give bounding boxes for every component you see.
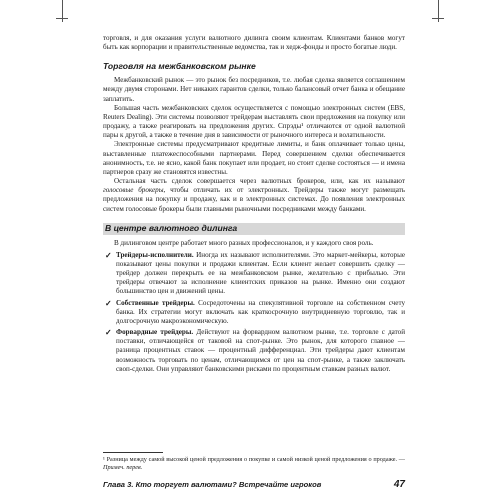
role-list [103, 251, 405, 374]
paragraph: Большая часть межбанковских сделок осуществляется с помощью электронных систем (EBS, Reuters Dealing). Эти системы позволяют трейдерам выставлять свои предложения на покупку или продажу, а также реагировать на предложения других. Спрэды¹ отличаются от одной валютной пары к другой, а также в течение дня в зависимости от рыночного интереса и волатильности. [103, 103, 405, 140]
section-heading-bar [103, 223, 405, 235]
paragraph [103, 177, 405, 214]
checkmark-icon: ✓ [105, 328, 112, 338]
page-body [103, 34, 405, 376]
crop-mark [56, 18, 68, 19]
role-description: Действуют на форвардном валютном рынке, т.е. торговле с датой поставки, отличающейся от таковой на спот-рынке. Это рынок, для которого главное — разница процентных ставок — процентный дифференциал. Эти трейдеры дают клиентам возможность торговать по ценам, отличающимся от цен на спот-рынке, а также заключать своп-сделки. Они управляют банковскими рисками по процентным ставкам разных валют. [116, 328, 405, 373]
section-heading-interbank: Торговля на межбанковском рынке [103, 61, 256, 72]
paragraph-text: , чтобы отличать их от электронных. Трейдеры также могут размещать предложения на покупку и продажу, как и в электронных системах. До появления электронных систем голосовые брокеры были главными рыночными посредниками между банками. [103, 186, 405, 213]
footnote-text: Разница между самой высокой ценой предложения о покупке и самой низкой ценой предложения о продаже. — [104, 456, 405, 463]
list-item [103, 251, 405, 297]
checkmark-icon: ✓ [105, 298, 112, 308]
intro-paragraph: торговля, и для оказания услуги валютного дилинга своим клиентам. Клиентами банков могут быть как корпорации и правительственные ведомства, так и хедж-фонды и просто богатые люди. [103, 34, 405, 52]
section-heading-dealing-center: В центре валютного дилинга [105, 223, 238, 234]
checkmark-icon: ✓ [105, 250, 112, 260]
paragraph-text: Остальная часть сделок совершается через валютных брокеров, или, как их называют [114, 177, 405, 186]
paragraph: Межбанковский рынок — это рынок без посредников, т.е. любая сделка является соглашением между двумя сторонами. Нет никаких гарантов сделки, только балансовый отчет банка и обещание заплатить. [103, 76, 405, 103]
footnote [103, 456, 405, 472]
page-number: 47 [393, 479, 405, 490]
crop-mark [432, 18, 444, 19]
list-item [103, 328, 405, 374]
role-term: Собственные трейдеры. [116, 298, 195, 307]
role-description: Сосредоточены на спекулятивной торговле на собственном счету банка. Их стратегии могут включать как краткосрочную внутридневную торговлю, так и долгосрочную макроэкономическую. [116, 298, 406, 325]
footnote-divider [103, 452, 163, 453]
emphasis-term: голосовые брокеры [103, 186, 164, 195]
page-footer [103, 479, 405, 490]
paragraph: Электронные системы предусматривают кредитные лимиты, и банк оплачивает только цены, выставленные платежеспособными партнерами. Перед совершением сделки обеспечивается анонимность, т.е. не ясно, какой банк покупает или продает, но стоит сделке состояться — и имена партнеров сразу же становятся известны. [103, 140, 405, 176]
role-term: Форвардные трейдеры. [116, 328, 194, 337]
role-description: Иногда их называют исполнителями. Это маркет-мейкеры, которые показывают цены покупки и продажи клиентам. Если клиент желает совершить сделку — трейдер должен перекрыть ее на межбанковском рынке, желательно с прибылью. Эти трейдеры отвечают за исполнение клиентских приказов на рынке. Именно они создают большинство цен и движений цены. [116, 250, 405, 296]
footnote-note: Примеч. перев. [103, 463, 143, 471]
footnote-mark: ¹ [103, 456, 105, 463]
running-title: Глава 3. Кто торгует валютами? Встречайте игроков [103, 480, 322, 489]
lead-paragraph: В дилинговом центре работает много разных профессионалов, и у каждого своя роль. [114, 238, 374, 247]
list-item [103, 299, 405, 326]
role-term: Трейдеры-исполнители. [116, 250, 194, 259]
